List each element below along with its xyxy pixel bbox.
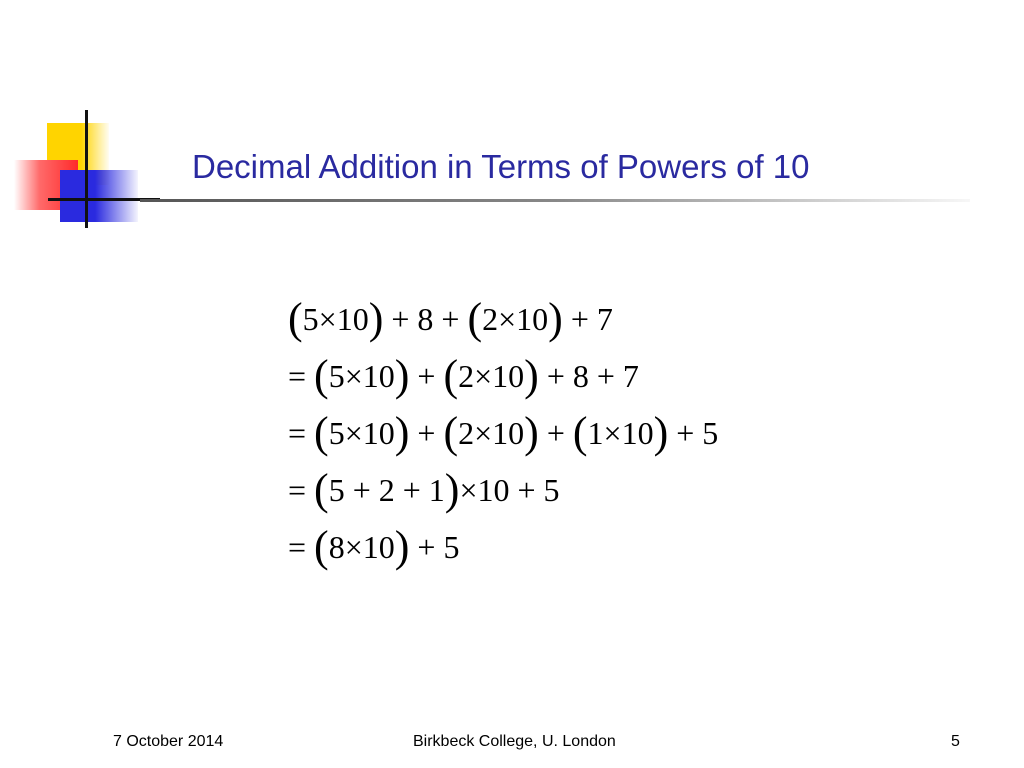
footer-page-number: 5 (951, 733, 960, 750)
equation-line-2: = (5×10) + (2×10) + 8 + 7 (288, 351, 639, 400)
slide-logo-decoration (0, 0, 160, 240)
blue-square-decoration (60, 170, 138, 222)
equation-line-5: = (8×10) + 5 (288, 522, 460, 571)
footer-institution: Birkbeck College, U. London (413, 733, 616, 750)
equation-line-4: = (5 + 2 + 1)×10 + 5 (288, 465, 560, 514)
equation-line-3: = (5×10) + (2×10) + (1×10) + 5 (288, 408, 719, 457)
title-underline (140, 199, 970, 202)
equation-line-1: (5×10) + 8 + (2×10) + 7 (288, 294, 613, 343)
slide-title: Decimal Addition in Terms of Powers of 10 (192, 148, 810, 185)
footer-date: 7 October 2014 (113, 733, 224, 750)
vertical-line-decoration (85, 110, 88, 228)
equation-block (288, 290, 718, 575)
